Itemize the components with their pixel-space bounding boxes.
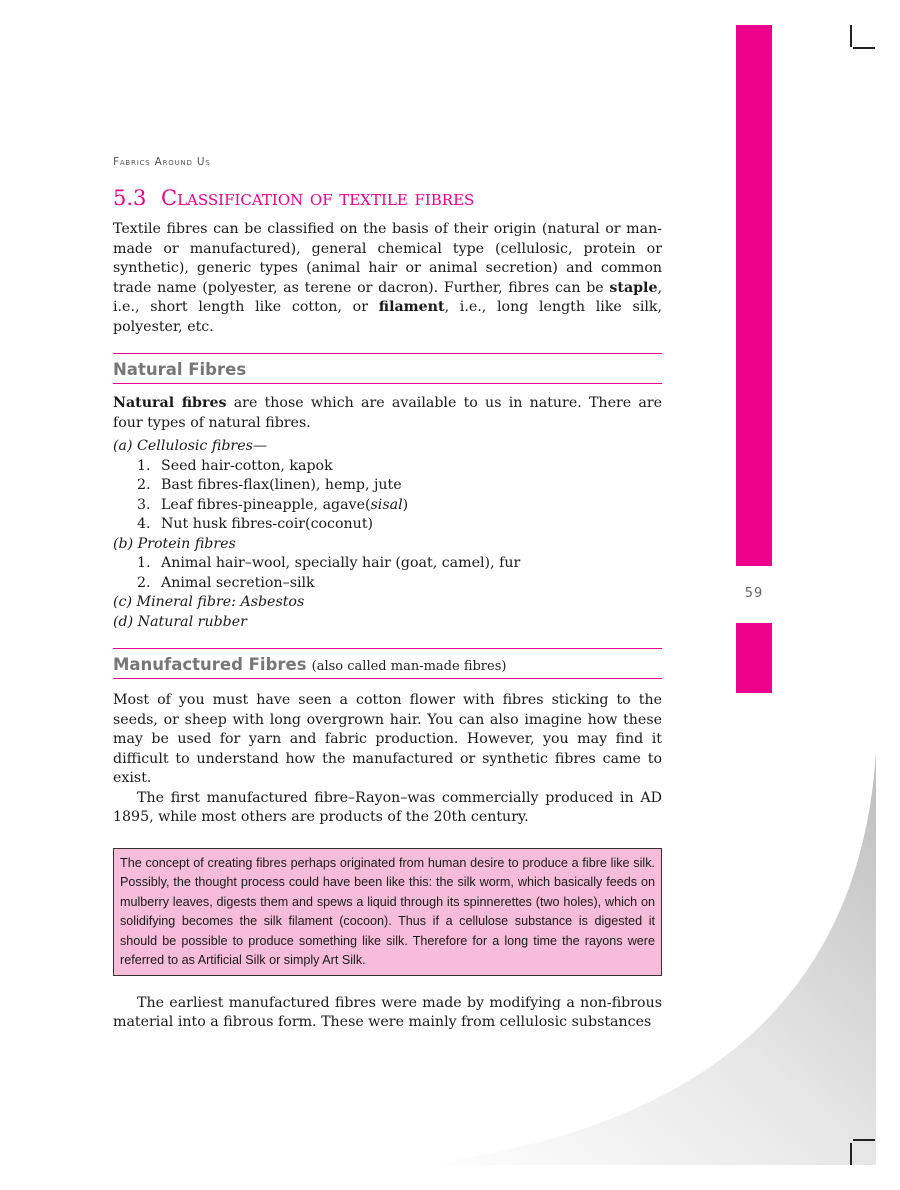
natural-fibres-heading: Natural Fibres [113, 360, 247, 379]
manufactured-fibres-heading-band [113, 648, 662, 679]
intro-paragraph [113, 220, 662, 337]
list-number: 3. [137, 496, 151, 513]
term-natural-fibres: Natural fibres [113, 395, 227, 411]
list-text: ) [402, 496, 409, 513]
margin-color-bar-bottom [736, 623, 772, 693]
list-item [113, 457, 662, 477]
list-text: Leaf fibres-pineapple, agave( [161, 496, 371, 513]
list-label: (b) [113, 535, 134, 552]
section-title-text: Classification of textile fibres [161, 186, 475, 210]
list-item [113, 554, 662, 574]
list-item-mineral [113, 593, 662, 613]
natural-fibres-intro [113, 394, 662, 433]
section-number: 5.3 [113, 186, 147, 210]
list-number: 2. [137, 477, 151, 493]
crop-mark [853, 47, 875, 49]
list-title: Cellulosic fibres— [137, 438, 268, 454]
page-content [113, 156, 662, 1033]
list-title: Mineral fibre: Asbestos [136, 594, 305, 610]
manufactured-fibres-subheading: (also called man-made fibres) [311, 659, 507, 674]
list-number: 4. [137, 516, 151, 532]
list-item [113, 574, 662, 594]
list-text: Animal hair–wool, specially hair (goat, camel), fur [161, 555, 521, 571]
list-label: (d) [113, 613, 134, 630]
intro-text: , i.e., short length like cotton, or [113, 279, 662, 315]
crop-mark [853, 1139, 875, 1141]
list-text-italic: sisal [370, 496, 403, 513]
intro-text: , i.e., long length like silk, polyester, etc. [113, 299, 662, 335]
term-staple: staple [609, 279, 658, 296]
info-box-text: The concept of creating fibres perhaps originated from human desire to produce a fibre like silk. Possibly, the thought process could have been like this: the silk worm, which basically feeds on mulberry leaves, digests them and spews a liquid through its spinnerettes (two holes), which on solidifying becomes the silk filament (cocoon). Thus if a cellulose substance is digested it should be possible to produce something like silk. Therefore for a long time the rayons were referred to as Artificial Silk or simply Art Silk. [120, 855, 655, 967]
list-number: 1. [137, 457, 151, 474]
list-number: 2. [137, 574, 151, 591]
list-label: (c) [113, 594, 133, 610]
manufactured-paragraph-3: The earliest manufactured fibres were made by modifying a non-fibrous material into a fibrous form. These were mainly from cellulosic substances [113, 994, 662, 1030]
term-filament: filament [378, 299, 445, 315]
list-item [113, 515, 662, 535]
section-title [113, 186, 662, 220]
info-box [113, 848, 662, 976]
page-number: 59 [744, 586, 764, 601]
list-text: Animal secretion–silk [161, 574, 315, 591]
list-text: Nut husk fibres-coir(coconut) [161, 516, 374, 532]
intro-text: Textile fibres can be classified on the basis of their origin (natural or man-made or manufactured), general chemical type (cellulosic, protein or synthetic), generic types (animal hair or animal secretion) and common trade name (polyester, as terene or dacron). Further, fibres can be [113, 221, 662, 296]
natural-fibres-list [113, 437, 662, 632]
list-item-protein [113, 535, 662, 555]
manufactured-paragraph-2: The first manufactured fibre–Rayon–was commercially produced in AD 1895, while most others are products of the 20th century. [113, 789, 662, 825]
natural-fibres-heading-band [113, 353, 662, 384]
list-text: Seed hair-cotton, kapok [161, 457, 333, 474]
list-item [113, 476, 662, 496]
list-item-rubber [113, 613, 662, 633]
running-head: Fabrics Around Us [113, 156, 211, 168]
crop-mark [850, 25, 852, 47]
list-text: Bast fibres-flax(linen), hemp, jute [161, 477, 402, 493]
margin-color-bar-top [736, 25, 772, 566]
crop-mark [850, 1143, 852, 1165]
list-label: (a) [113, 438, 133, 454]
natural-fibres-intro-text: are those which are available to us in nature. There are four types of natural fibres. [113, 395, 663, 431]
list-number: 1. [137, 555, 151, 571]
list-item-cellulosic [113, 437, 662, 457]
list-title: Natural rubber [137, 613, 247, 630]
manufactured-paragraph-1: Most of you must have seen a cotton flower with fibres sticking to the seeds, or sheep with long overgrown hair. You can also imagine how these may be used for yarn and fabric production. However, you may find it difficult to understand how the manufactured or synthetic fibres came to exist. [113, 692, 662, 786]
list-title: Protein fibres [137, 535, 236, 552]
manufactured-fibres-heading: Manufactured Fibres [113, 655, 307, 674]
list-item [113, 496, 662, 516]
